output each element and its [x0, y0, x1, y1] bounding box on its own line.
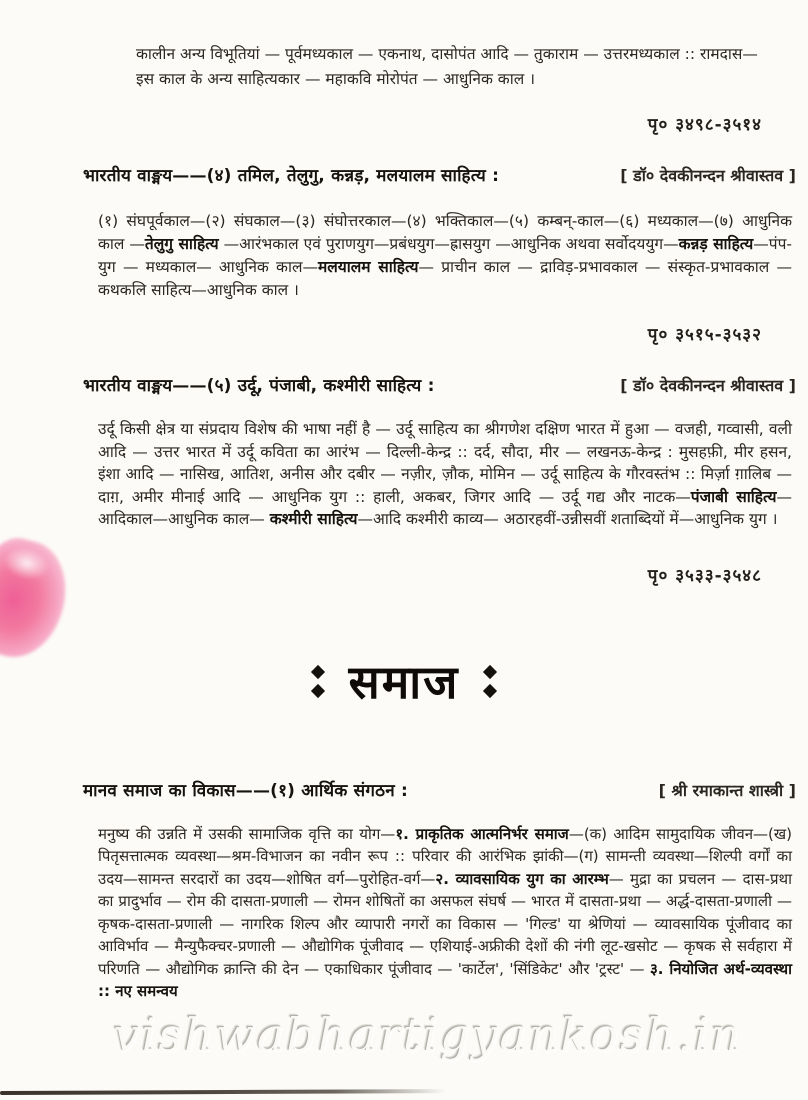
bold-term: १. प्राकृतिक आत्मनिर्भर समाज [395, 824, 569, 843]
paragraph-text: (१) संघपूर्वकाल—(२) संघकाल—(३) संघोत्तरकाल—(४) भक्तिकाल—(५) कम्बन्-काल—(६) मध्यकाल—(७) आधुनिक काल — [98, 212, 792, 253]
entry-paragraph [98, 823, 792, 1003]
section-title: समाज [348, 654, 460, 709]
bold-term: पंजाबी साहित्य [690, 487, 777, 506]
page-reference: पृ० ३४९८-३५१४ [647, 115, 762, 135]
page-reference: पृ० ३५३३-३५४८ [647, 565, 762, 586]
entry-title: भारतीय वाङ्मय——(५) उर्दू, पंजाबी, कश्मीरी साहित्य : [83, 376, 435, 396]
bold-term: २. व्यावसायिक युग का आरम्भ [435, 869, 609, 888]
bold-term: मलयालम साहित्य [318, 258, 419, 276]
paragraph-text: —आदिकाल—आधुनिक काल— [98, 487, 792, 528]
page-reference: पृ० ३५१५-३५३२ [647, 325, 762, 345]
paragraph-text: उर्दू किसी क्षेत्र या संप्रदाय विशेष की भाषा नहीं है — उर्दू साहित्य का श्रीगणेश दक्षिण भारत में हुआ — वजही, गव्वासी, वली आदि — उत्तर भारत में उर्दू कविता का आरंभ — दिल्ली-केन्द्र :: दर्द, सौदा, मीर — लखनऊ-केन्द्र : मुसहफ़ी, मीर हसन, इंशा आदि — नासिख, आतिश, अनीस और दबीर — नज़ीर, ज़ौक, मोमिन — उर्दू साहित्य के गौरवस्तंभ :: मिर्ज़ा ग़ालिब — दाग़, अमीर मीनाई आदि — आधुनिक युग :: हाली, अकबर, जिगर आदि — उर्दू गद्य और नाटक— [98, 420, 792, 506]
bold-term: तेलुगु साहित्य [144, 235, 219, 253]
page-edge-shadow [0, 1089, 446, 1095]
section-heading-samaj [0, 654, 808, 709]
paragraph-text: —आरंभकाल एवं पुराणयुग—प्रबंधयुग—ह्रासयुग —आधुनिक अथवा सर्वोदययुग— [218, 235, 679, 253]
paragraph-text: —पंप-युग — मध्यकाल— आधुनिक काल— [98, 235, 792, 276]
bold-term: ३. नियोजित अर्थ-व्यवस्था :: नए समन्वय [98, 959, 793, 1000]
continuation-paragraph [136, 42, 768, 92]
paragraph-text: कालीन अन्य विभूतियां — पूर्वमध्यकाल — एकनाथ, दासोपंत आदि — तुकाराम — उत्तरमध्यकाल :: रामदास—इस काल के अन्य साहित्यकार — महाकवि मोरोपंत — आधुनिक काल । [136, 45, 758, 88]
entry-author: [ डॉ० देवकीनन्दन श्रीवास्तव ] [620, 166, 796, 185]
entry-title: भारतीय वाङ्मय——(४) तमिल, तेलुगु, कन्नड़, मलयालम साहित्य : [83, 166, 500, 186]
entry-title: मानव समाज का विकास——(१) आर्थिक संगठन : [83, 780, 408, 801]
ornament-colon-right-icon [485, 667, 495, 696]
paragraph-text: —(क) आदिम सामुदायिक जीवन—(ख) पितृसत्तात्मक व्यवस्था—श्रम-विभाजन का नवीन रूप :: परिवार की आरंभिक झांकी—(ग) सामन्ती व्यवस्था—शिल्पी वर्गों का उदय—सामन्त सरदारों का उदय—शोषित वर्ग—पुरोहित-वर्ग— [98, 824, 792, 888]
entry-author: [ डॉ० देवकीनन्दन श्रीवास्तव ] [620, 376, 796, 395]
entry-paragraph [98, 418, 792, 531]
ornament-colon-left-icon [313, 667, 323, 696]
bold-term: कश्मीरी साहित्य [269, 510, 358, 528]
entry-heading-manav-samaj [83, 778, 796, 801]
bold-term: कन्नड़ साहित्य [678, 235, 754, 253]
paragraph-text: मनुष्य की उन्नति में उसकी सामाजिक वृत्ति का योग— [98, 824, 396, 843]
site-watermark: vishwabhartigyankosh.in [113, 1008, 743, 1062]
paragraph-text: — प्राचीन काल — द्राविड़-प्रभावकाल — संस्कृत-प्रभावकाल — कथकलि साहित्य—आधुनिक काल । [98, 258, 793, 299]
paragraph-text: —आदि कश्मीरी काव्य— अठारहवीं-उन्नीसवीं शताब्दियों में—आधुनिक युग । [357, 510, 778, 528]
paragraph-text: — मुद्रा का प्रचलन — दास-प्रथा का प्रादुर्भाव — रोम की दासता-प्रणाली — रोमन शोषितों का असफल संघर्ष — भारत में दासता-प्रथा — अर्द्ध-दासता-प्रणाली — कृषक-दासता-प्रणाली — नागरिक शिल्प और व्यापारी नगरों का विकास — 'गिल्ड' या श्रेणियां — व्यावसायिक पूंजीवाद का आविर्भाव — मैन्युफैक्चर-प्रणाली — औद्योगिक पूंजीवाद — एशियाई-अफ्रीकी देशों की नंगी लूट-खसोट — कृषक से सर्वहारा में परिणति — औद्योगिक क्रान्ति की देन — एकाधिकार पूंजीवाद — 'कार्टेल', 'सिंडिकेट' और 'ट्रस्ट' — [98, 869, 793, 978]
entry-heading-bhartiya-vangmay-5 [83, 373, 796, 396]
entry-author: [ श्री रमाकान्त शास्त्री ] [658, 780, 796, 800]
entry-paragraph [98, 210, 792, 302]
entry-heading-bhartiya-vangmay-4 [83, 163, 796, 186]
